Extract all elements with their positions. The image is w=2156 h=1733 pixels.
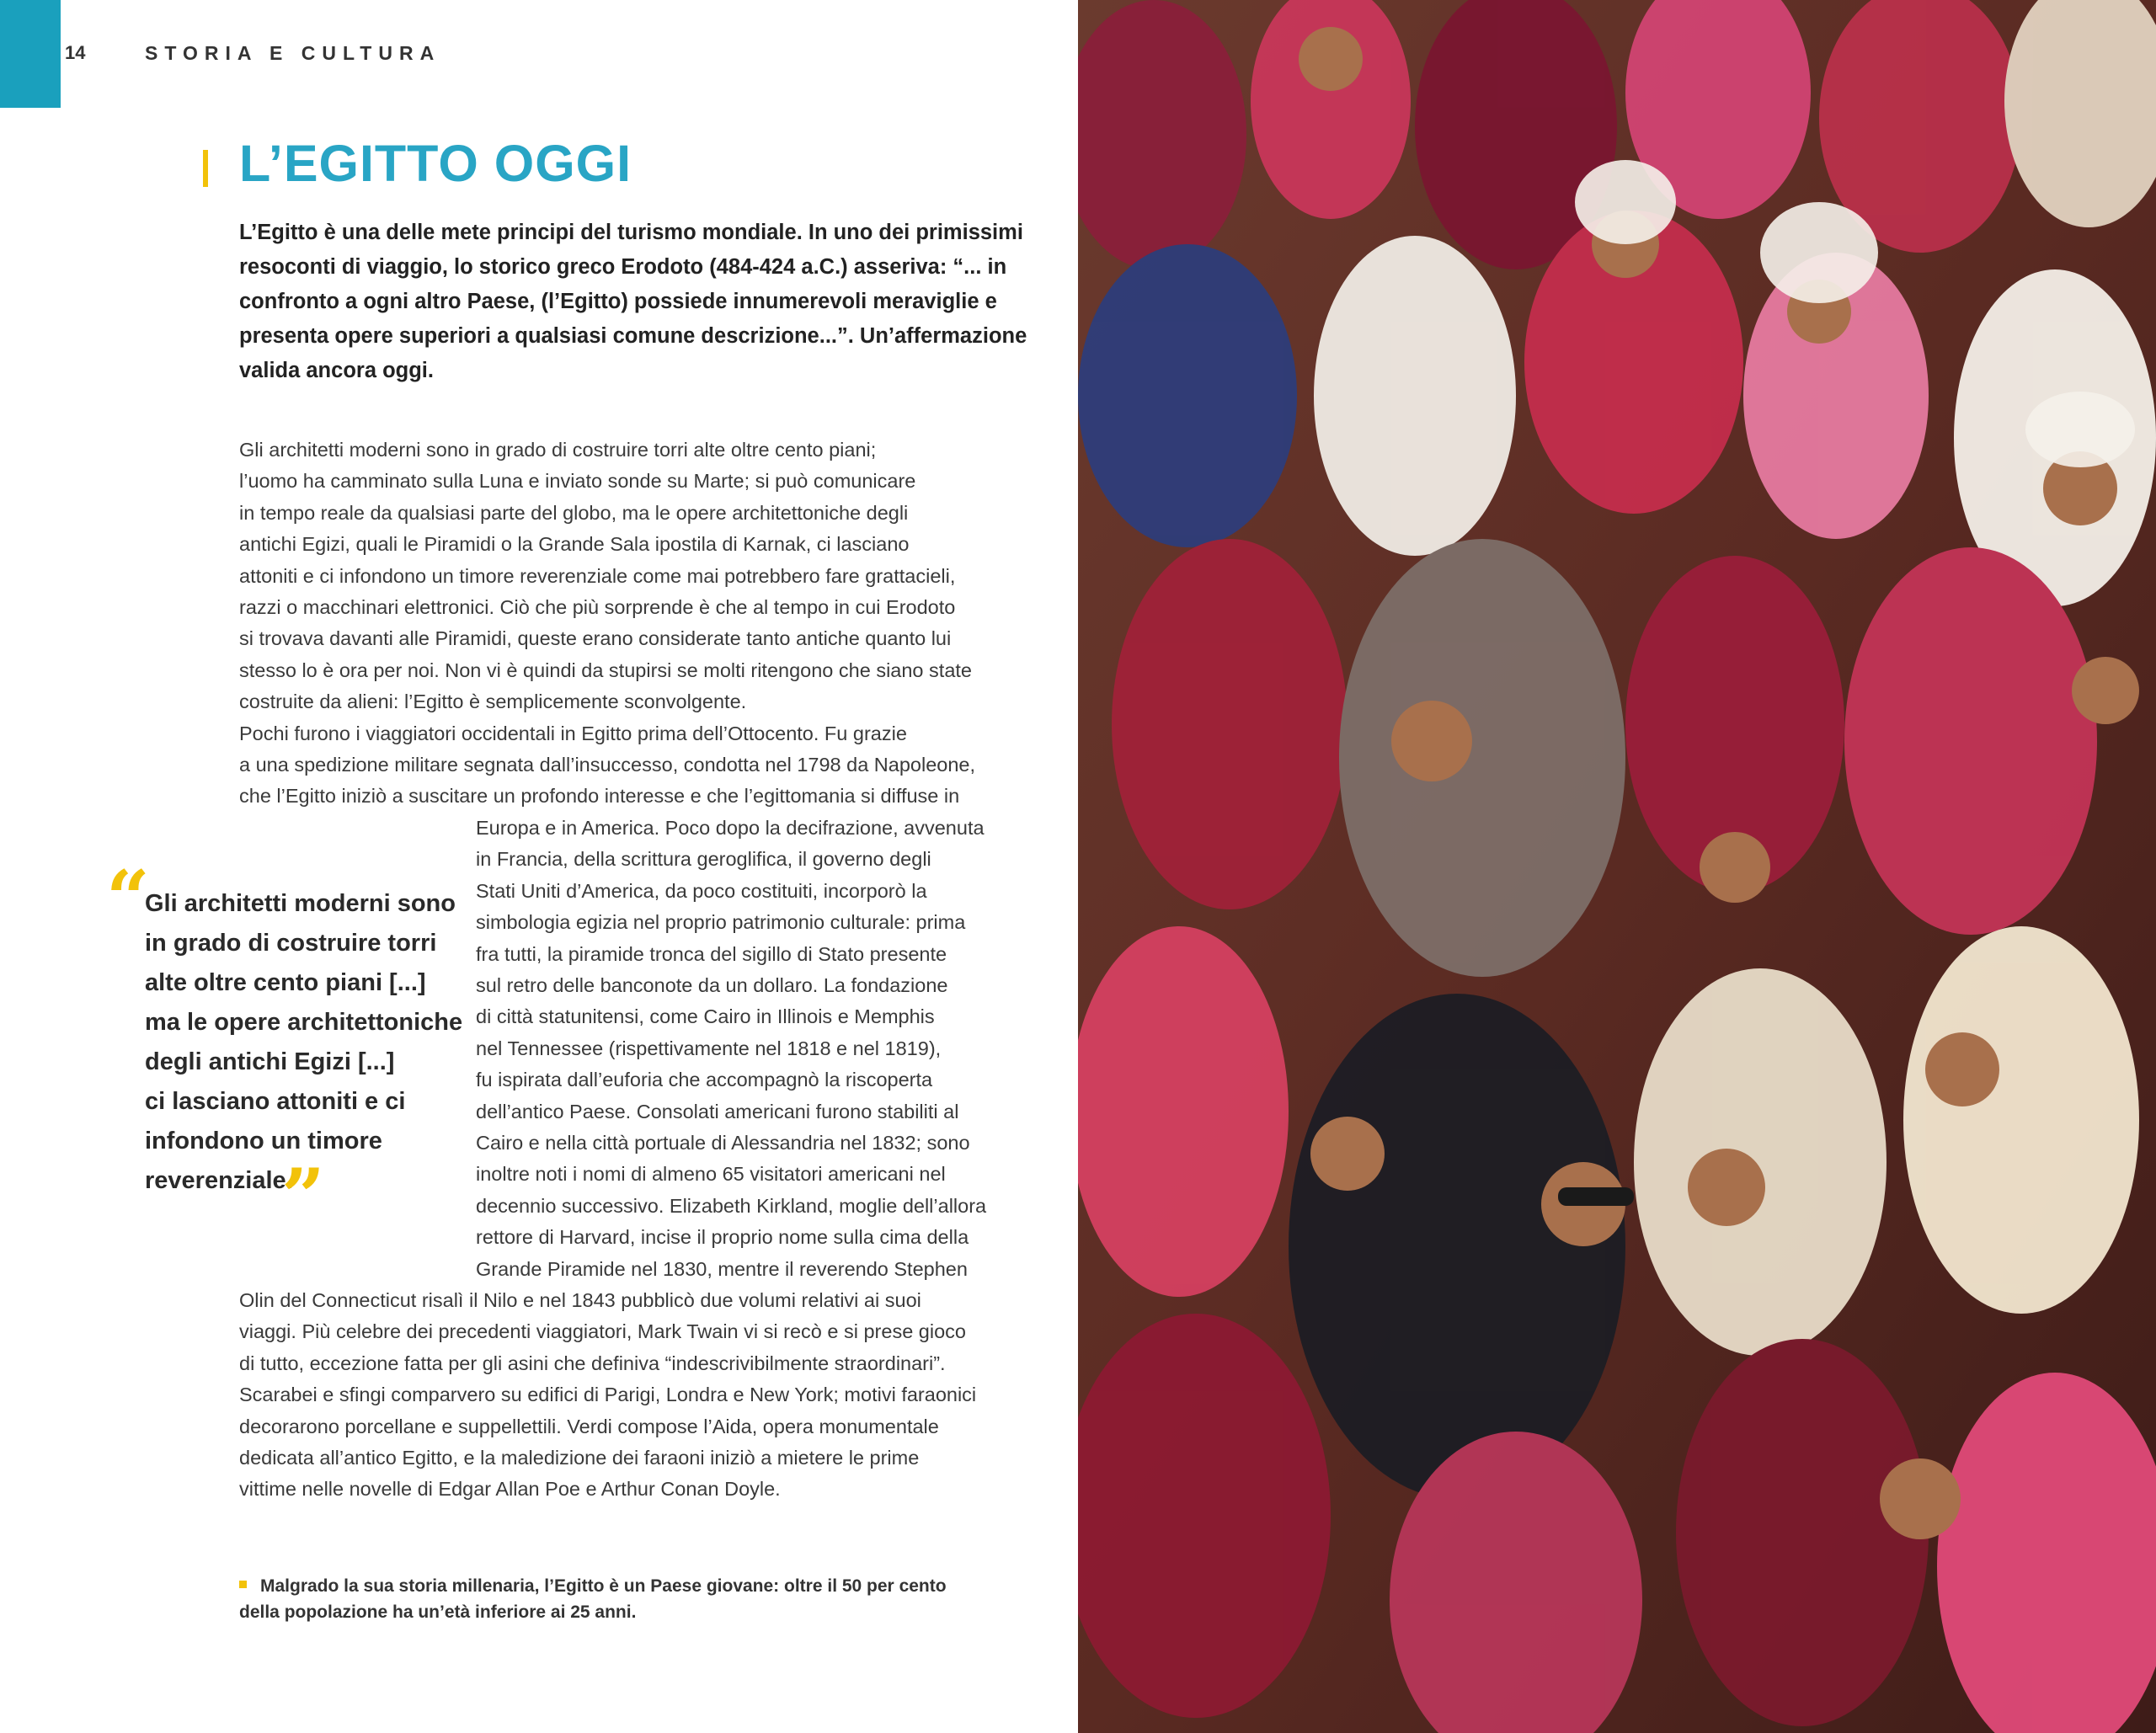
body-line: dell’antico Paese. Consolati americani furono stabiliti al	[476, 1100, 959, 1122]
pull-quote-line: ma le opere architettoniche	[145, 1009, 463, 1036]
lead-line: presenta opere superiori a qualsiasi comune descrizione...”. Un’affermazione	[239, 324, 1027, 348]
body-line: attoniti e ci infondono un timore reverenziale come mai potrebbero fare grattacieli,	[239, 564, 956, 587]
body-line: antichi Egizi, quali le Piramidi o la Grande Sala ipostila di Karnak, ci lasciano	[239, 533, 910, 556]
body-line: Stati Uniti d’America, da poco costituiti, incorporò la	[476, 879, 927, 902]
body-line: che l’Egitto iniziò a suscitare un profondo interesse e che l’egittomania si diffuse in	[239, 785, 960, 808]
body-line: razzi o macchinari elettronici. Ciò che più sorprende è che al tempo in cui Erodoto	[239, 596, 956, 619]
body-line: Grande Piramide nel 1830, mentre il reverendo Stephen	[476, 1257, 968, 1280]
close-quote-mark: ”	[281, 1152, 325, 1241]
pull-quote-line: ci lasciano attoniti e ci	[145, 1088, 406, 1115]
body-line: a una spedizione militare segnata dall’insuccesso, condotta nel 1798 da Napoleone,	[239, 754, 976, 776]
caption-marker-icon	[239, 1581, 247, 1588]
pull-quote-line: Gli architetti moderni sono	[145, 890, 456, 917]
body-line: viaggi. Più celebre dei precedenti viaggiatori, Mark Twain vi si recò e si prese gioco	[239, 1320, 966, 1343]
body-line: simbologia egizia nel proprio patrimonio culturale: prima	[476, 911, 966, 934]
pull-quote-line: alte oltre cento piani [...]	[145, 969, 426, 996]
corner-tab	[0, 0, 61, 108]
body-line: decennio successivo. Elizabeth Kirkland, moglie dell’allora	[476, 1194, 987, 1217]
running-head: STORIA E CULTURA	[145, 42, 441, 64]
lead-line: valida ancora oggi.	[239, 359, 434, 382]
pull-quote-line: infondono un timore	[145, 1128, 382, 1154]
body-line: inoltre noti i nomi di almeno 65 visitatori americani nel	[476, 1163, 946, 1186]
body-line: vittime nelle novelle di Edgar Allan Poe e Arthur Conan Doyle.	[239, 1478, 781, 1501]
photo-caption	[239, 1573, 947, 1625]
body-line: decorarono porcellane e suppellettili. Verdi compose l’Aida, opera monumentale	[239, 1415, 939, 1437]
body-line: rettore di Harvard, incise il proprio nome sulla cima della	[476, 1226, 969, 1249]
body-line: in tempo reale da qualsiasi parte del globo, ma le opere architettoniche degli	[239, 501, 909, 524]
article-title: L’EGITTO OGGI	[239, 135, 632, 192]
body-line: Scarabei e sfingi comparvero su edifici di Parigi, Londra e New York; motivi faraonici	[239, 1384, 977, 1406]
body-line: di tutto, eccezione fatta per gli asini che definiva “indescrivibilmente straordinari”.	[239, 1352, 946, 1374]
body-line: di città statunitensi, come Cairo in Illinois e Memphis	[476, 1005, 935, 1028]
body-line: nel Tennessee (rispettivamente nel 1818 e nel 1819),	[476, 1037, 942, 1059]
caption-text: Malgrado la sua storia millenaria, l’Egitto è un Paese giovane: oltre il 50 per cento	[260, 1576, 947, 1596]
body-line: in Francia, della scrittura geroglifica, il governo degli	[476, 848, 931, 871]
body-line: sul retro delle banconote da un dollaro. La fondazione	[476, 973, 948, 996]
crowd-photo	[1078, 0, 2156, 1733]
title-accent-bar	[203, 150, 208, 187]
caption-line: della popolazione ha un’età inferiore ai 25 anni.	[239, 1602, 637, 1622]
lead-line: L’Egitto è una delle mete principi del turismo mondiale. In uno dei primissimi	[239, 221, 1023, 244]
pull-quote-line: degli antichi Egizi [...]	[145, 1048, 395, 1075]
crowd-photo-illustration	[1078, 0, 2156, 1733]
pull-quote-line: in grado di costruire torri	[145, 930, 437, 957]
lead-line: resoconti di viaggio, lo storico greco Erodoto (484-424 a.C.) asseriva: “... in	[239, 255, 1007, 279]
body-line: Gli architetti moderni sono in grado di costruire torri alte oltre cento piani;	[239, 439, 877, 461]
body-line: Cairo e nella città portuale di Alessandria nel 1832; sono	[476, 1131, 970, 1154]
body-line: dedicata all’antico Egitto, e la maledizione dei faraoni iniziò a mietere le prime	[239, 1447, 920, 1469]
body-line: costruite da alieni: l’Egitto è semplicemente sconvolgente.	[239, 691, 747, 713]
body-line: fra tutti, la piramide tronca del sigillo di Stato presente	[476, 942, 947, 965]
body-line: Europa e in America. Poco dopo la decifrazione, avvenuta	[476, 816, 985, 839]
body-line: l’uomo ha camminato sulla Luna e inviato sonde su Marte; si può comunicare	[239, 470, 916, 493]
page-number: 14	[65, 42, 86, 63]
lead-paragraph	[239, 216, 1027, 388]
body-line: stesso lo è ora per noi. Non vi è quindi da stupirsi se molti ritengono che siano state	[239, 659, 972, 681]
open-quote-mark: “	[106, 854, 150, 943]
body-line: fu ispirata dall’euforia che accompagnò la riscoperta	[476, 1069, 933, 1091]
pull-quote-line: reverenziale.	[145, 1167, 293, 1194]
caption-line	[239, 1573, 947, 1599]
body-line: Olin del Connecticut risalì il Nilo e nel 1843 pubblicò due volumi relativi ai suoi	[239, 1288, 921, 1311]
lead-line: confronto a ogni altro Paese, (l’Egitto) possiede innumerevoli meraviglie e	[239, 290, 997, 313]
body-line: si trovava davanti alle Piramidi, queste erano considerate tanto antiche quanto lui	[239, 627, 952, 650]
body-line: Pochi furono i viaggiatori occidentali in Egitto prima dell’Ottocento. Fu grazie	[239, 722, 907, 744]
